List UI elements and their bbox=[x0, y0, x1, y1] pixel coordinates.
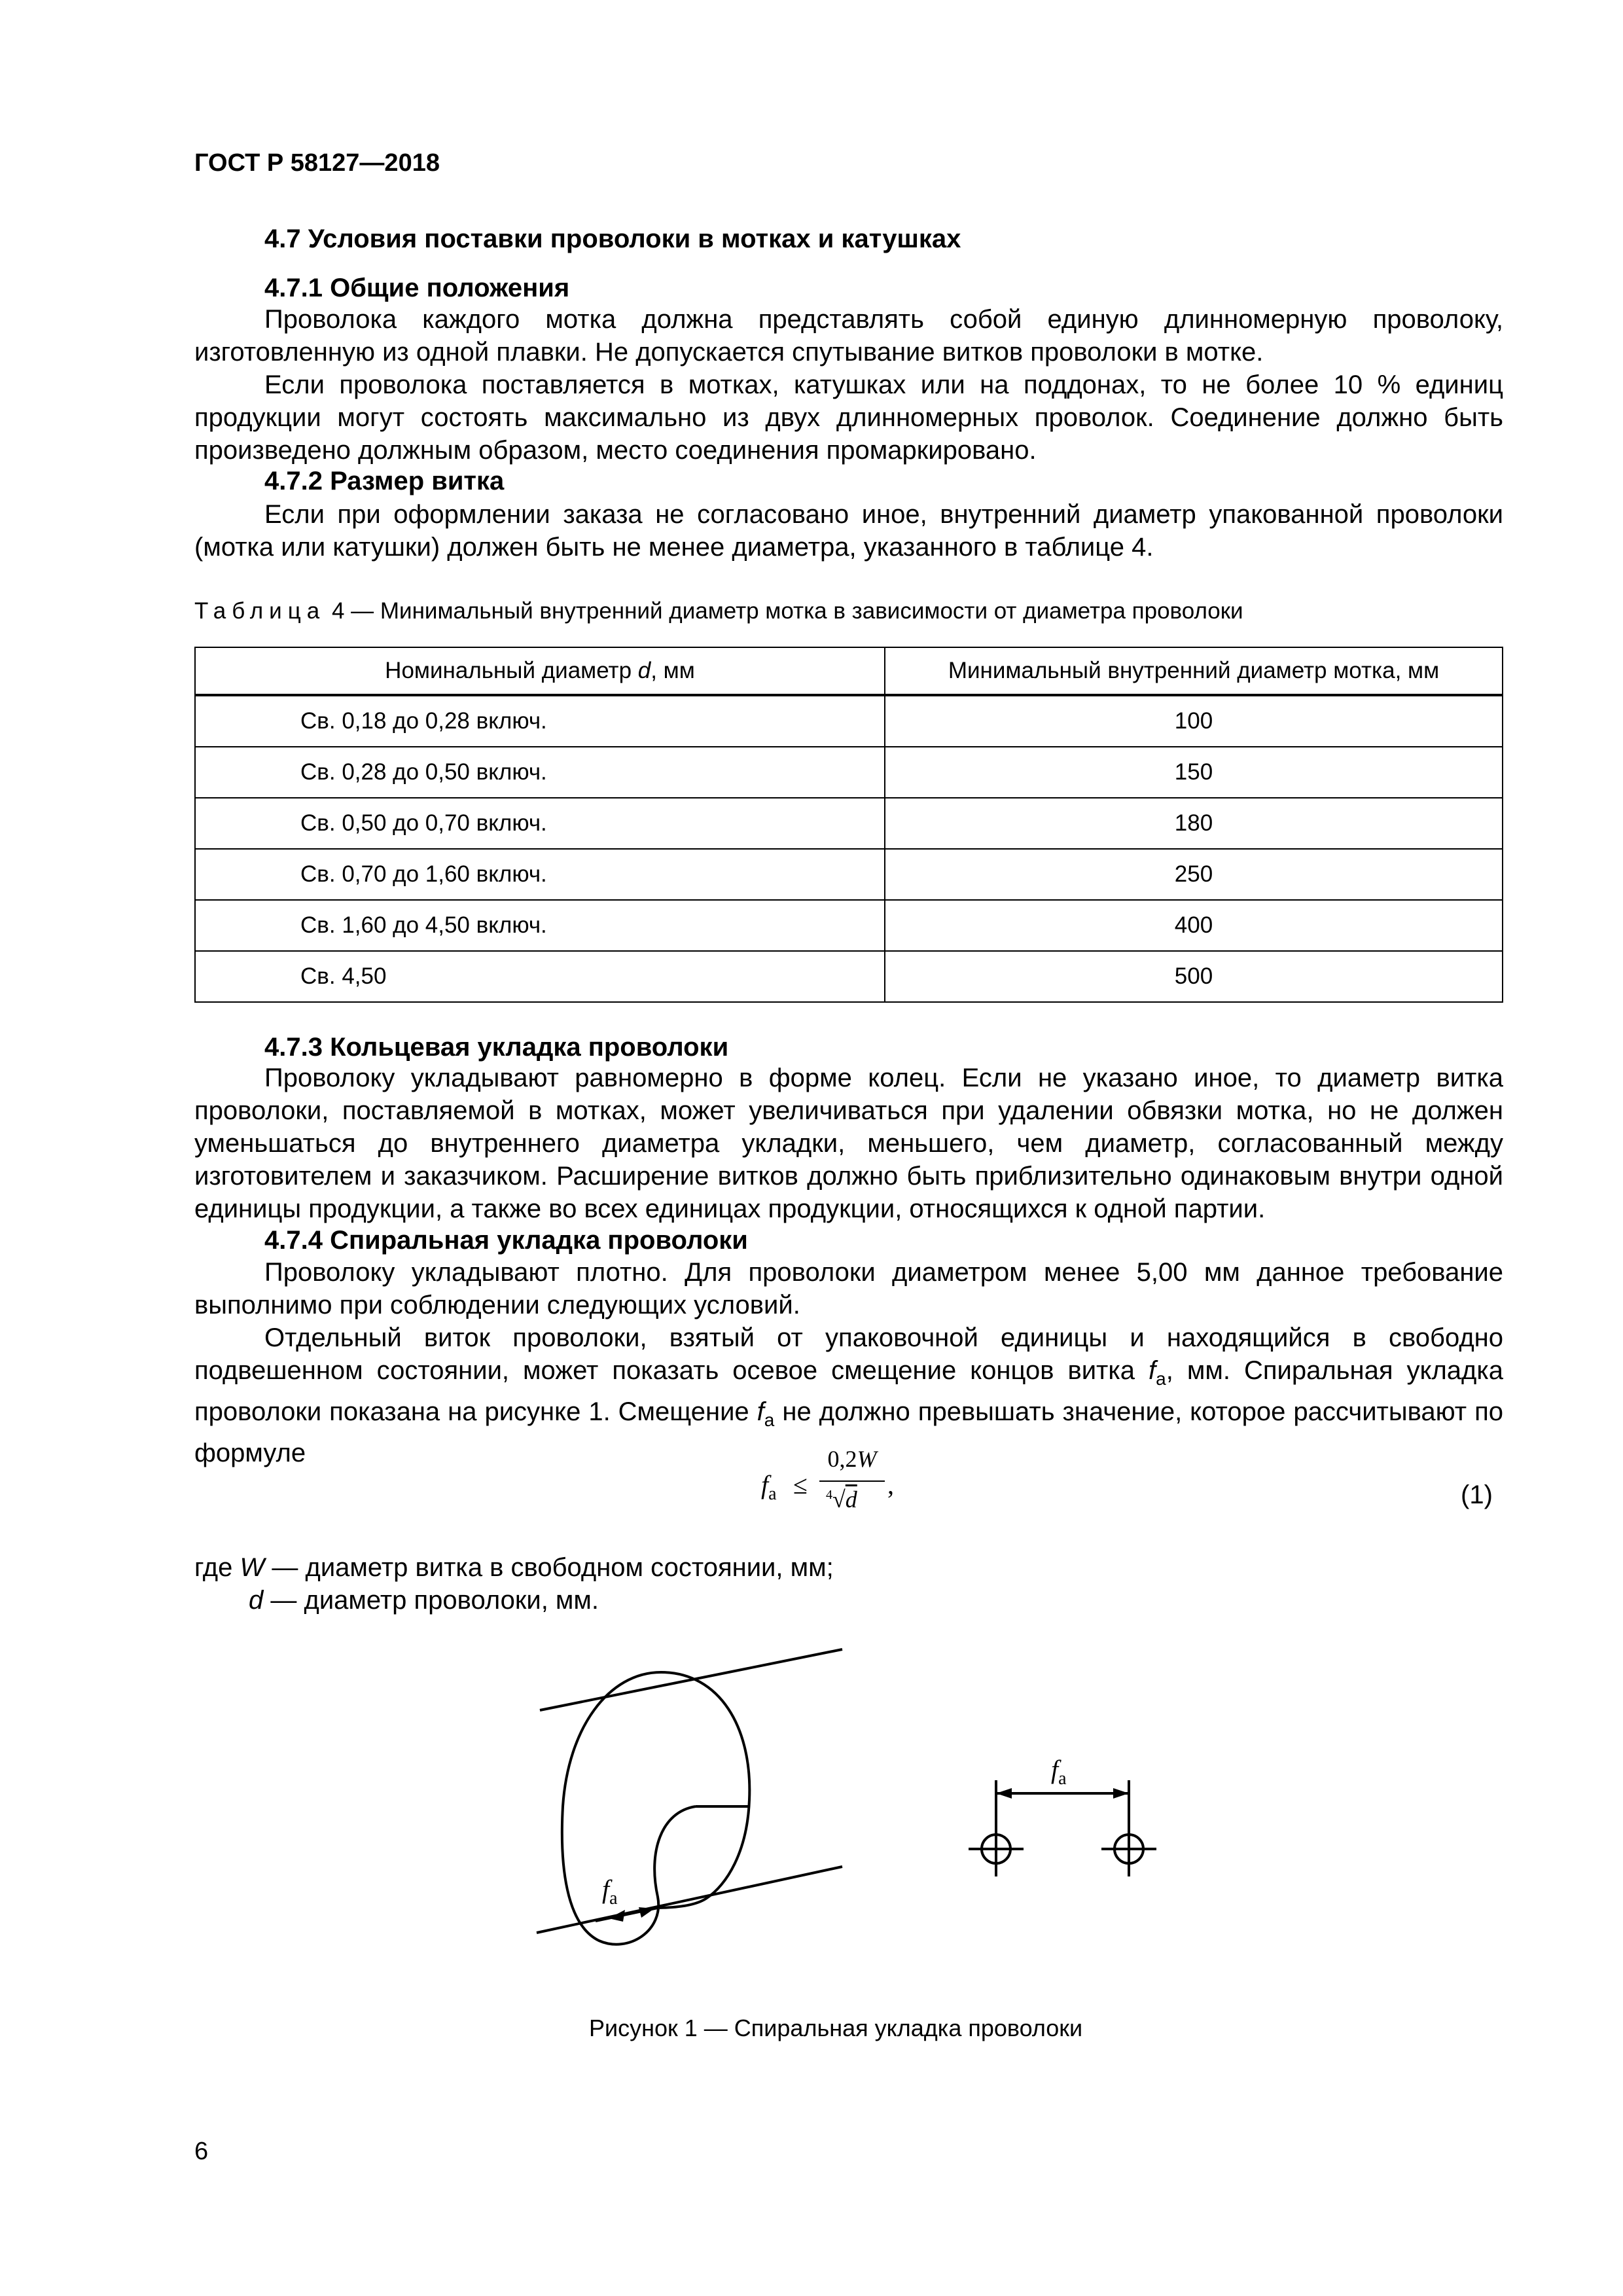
section-4-7-title: 4.7 Условия поставки проволоки в мотках и катушках bbox=[264, 224, 961, 253]
section-4-7-1-title: 4.7.1 Общие положения bbox=[264, 274, 570, 302]
section-4-7-1-paragraph-2: Если проволока поставляется в мотках, катушках или на поддонах, то не более 10 % единиц продукции могут состоять максимально из двух длинномерных проволок. Соединение должно быть произведено должным образом, место соединения промаркировано. bbox=[194, 370, 1503, 465]
fa-offset-detail bbox=[969, 1780, 1156, 1876]
table-cell-range: Св. 0,28 до 0,50 включ. bbox=[195, 747, 885, 798]
section-4-7-3-paragraph-1: Проволоку укладывают равномерно в форме колец. Если не указано иное, то диаметр витка проволоки, поставляемой в мотках, может увеличиваться при удалении обвязки мотка, но не должен уменьшаться до внутреннего диаметра укладки, меньшего, чем диаметр, согласованный между изготовителем и заказчиком. Расширение витков должно быть приблизительно одинаковым внутри одной единицы продукции, а также во всех единицах продукции, относящихся к одной партии. bbox=[194, 1064, 1503, 1223]
formula-le-sign: ≤ bbox=[793, 1470, 808, 1499]
page-number: 6 bbox=[194, 2138, 209, 2165]
spiral-coil-curve bbox=[562, 1672, 749, 1945]
section-4-7-4-paragraph-2: Отдельный виток проволоки, взятый от упаковочной единицы и находящийся в свободно подвешенном состоянии, может показать осевое смещение концов витка $f_a$, мм. Спиральная укладка проволоки показана на рисунке 1. Смещение $f_a$ не должно превышать значение, которое рассчитывают по формуле bbox=[194, 1323, 1504, 1467]
table-header-col1: Номинальный диаметр d, мм bbox=[195, 647, 885, 695]
fa-arrowhead-right bbox=[639, 1907, 654, 1918]
document-header: ГОСТ Р 58127—2018 bbox=[194, 149, 440, 177]
figure-1-caption: Рисунок 1 — Спиральная укладка проволоки bbox=[589, 2015, 1083, 2041]
fa-label-right: $f_a$ bbox=[1051, 1755, 1067, 1789]
section-4-7-1-paragraph-1: Проволока каждого мотка должна представлять собой единую длинномерную проволоку, изготовленную из одной плавки. Не допускается спутывание витков проволоки в мотке. bbox=[194, 305, 1503, 367]
section-4-7-3-title: 4.7.3 Кольцевая укладка проволоки bbox=[264, 1033, 729, 1062]
table-cell-range: Св. 0,18 до 0,28 включ. bbox=[195, 695, 885, 747]
definition-W: где W — диаметр витка в свободном состоянии, мм; bbox=[194, 1553, 834, 1582]
formula-comma: , bbox=[887, 1470, 894, 1499]
section-4-7-4-title: 4.7.4 Спиральная укладка проволоки bbox=[264, 1226, 748, 1255]
formula-denominator: $^4$√d bbox=[826, 1486, 857, 1513]
spiral-axis-line-top bbox=[540, 1649, 842, 1710]
table-cell-value: 180 bbox=[885, 798, 1503, 849]
spiral-axis-line-bottom bbox=[537, 1867, 842, 1933]
table-cell-range: Св. 0,70 до 1,60 включ. bbox=[195, 849, 885, 900]
table-cell-value: 100 bbox=[885, 695, 1503, 747]
table-cell-range: Св. 0,50 до 0,70 включ. bbox=[195, 798, 885, 849]
table-cell-range: Св. 1,60 до 4,50 включ. bbox=[195, 900, 885, 951]
section-4-7-2-title: 4.7.2 Размер витка bbox=[264, 467, 505, 495]
formula-number: (1) bbox=[1461, 1480, 1493, 1509]
table-header-col2: Минимальный внутренний диаметр мотка, мм bbox=[885, 647, 1503, 695]
section-4-7-2-paragraph-1: Если при оформлении заказа не согласовано иное, внутренний диаметр упакованной проволоки (мотка или катушки) должен быть не менее диаметра, указанного в таблице 4. bbox=[194, 500, 1503, 562]
definition-d: d — диаметр проволоки, мм. bbox=[249, 1586, 599, 1615]
table-cell-value: 250 bbox=[885, 849, 1503, 900]
table-cell-range: Св. 4,50 bbox=[195, 951, 885, 1002]
fa-label-left: $f_a$ bbox=[602, 1874, 618, 1909]
section-4-7-4-paragraph-1: Проволоку укладывают плотно. Для проволоки диаметром менее 5,00 мм данное требование выполнимо при соблюдении следующих условий. bbox=[194, 1258, 1503, 1319]
table-cell-value: 500 bbox=[885, 951, 1503, 1002]
table-caption-text: 4 — Минимальный внутренний диаметр мотка в зависимости от диаметра проволоки bbox=[331, 598, 1243, 624]
formula-numerator: 0,2W bbox=[827, 1446, 877, 1472]
formula-lhs: $f_a$ bbox=[761, 1470, 777, 1504]
table-cell-value: 150 bbox=[885, 747, 1503, 798]
table-cell-value: 400 bbox=[885, 900, 1503, 951]
table-caption-label: Таблица bbox=[194, 598, 326, 624]
